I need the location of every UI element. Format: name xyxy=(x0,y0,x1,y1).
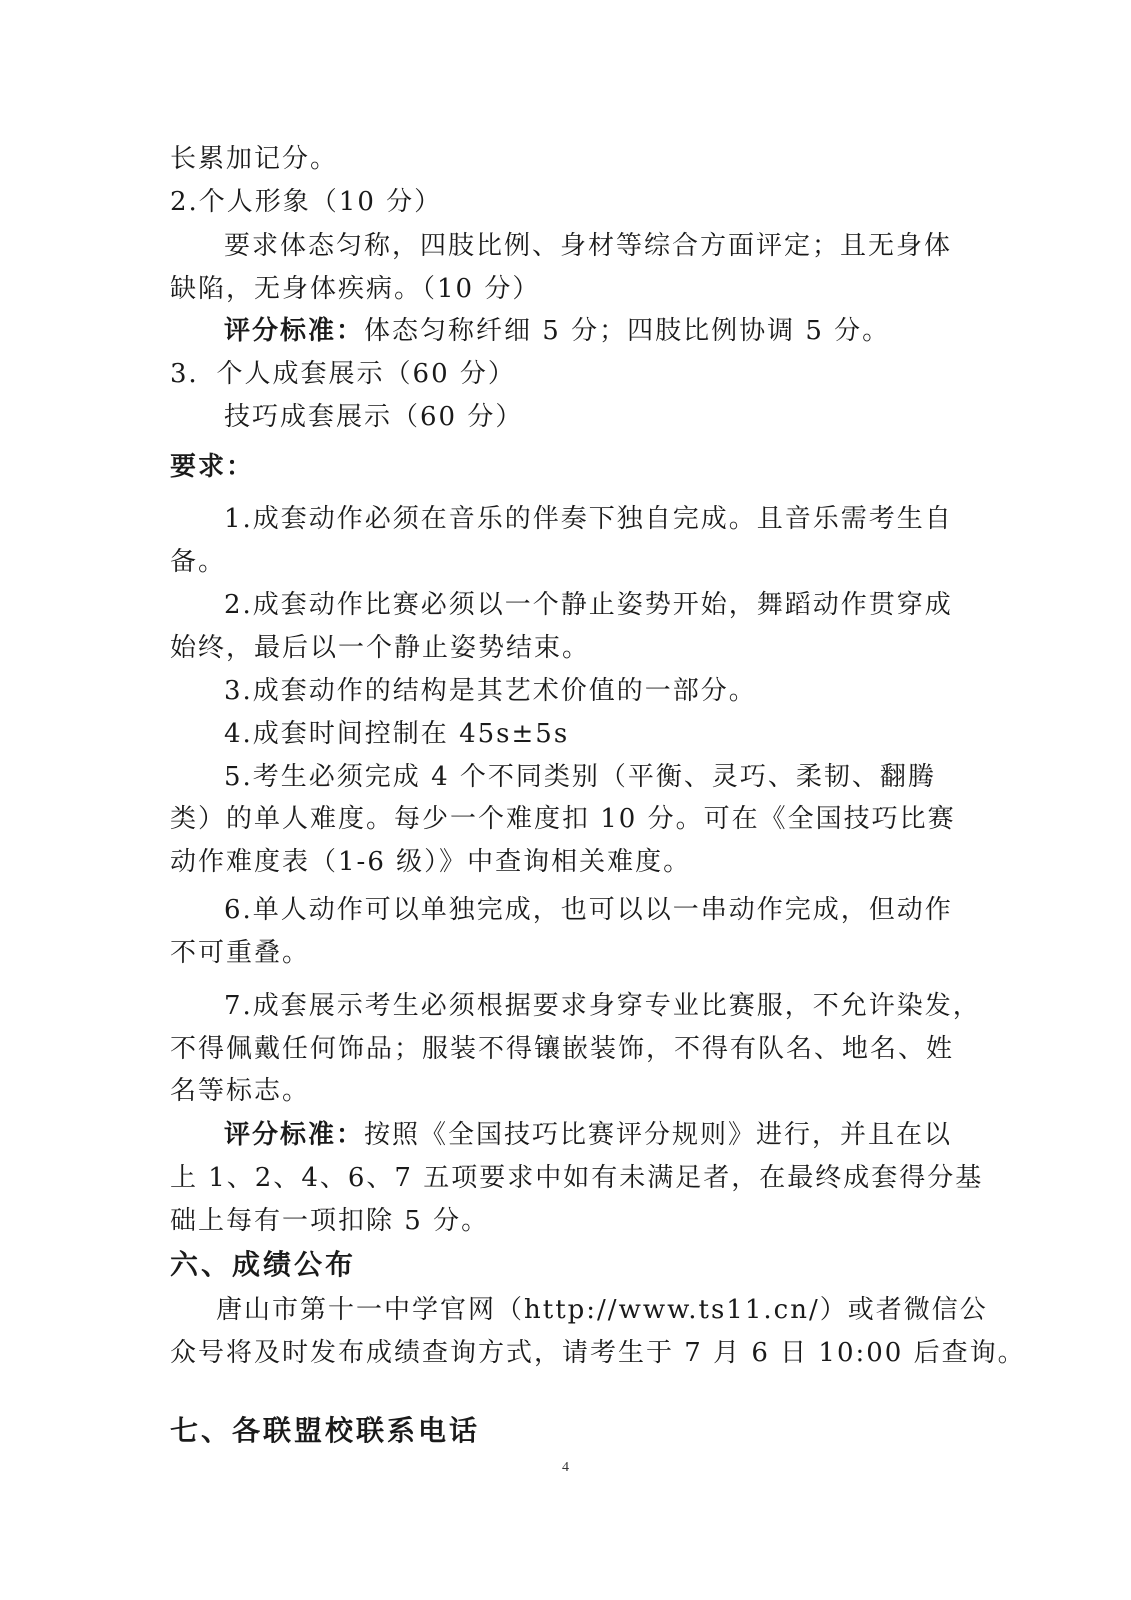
scoring-label: 评分标准： xyxy=(224,1120,365,1150)
requirement-item: 2.成套动作比赛必须以一个静止姿势开始，舞蹈动作贯穿成 xyxy=(224,590,953,620)
text-line: 备。 xyxy=(170,547,227,577)
requirement-item: 7.成套展示考生必须根据要求身穿专业比赛服，不允许染发， xyxy=(224,991,981,1021)
scoring-label: 评分标准： xyxy=(224,316,365,346)
text-line: 始终，最后以一个静止姿势结束。 xyxy=(170,633,591,663)
text-line: 缺陷，无身体疾病。（10 分） xyxy=(170,274,541,304)
text-line: 名等标志。 xyxy=(170,1076,311,1106)
scoring-text: 按照《全国技巧比赛评分规则》进行，并且在以 xyxy=(364,1120,953,1150)
requirement-item: 4.成套时间控制在 45s±5s xyxy=(224,719,570,749)
text-line: 长累加记分。 xyxy=(170,144,339,174)
text-line: 唐山市第十一中学官网（http://www.ts11.cn/）或者微信公 xyxy=(216,1295,988,1325)
section-item-personal-image: 2.个人形象（10 分） xyxy=(170,187,443,217)
text-line: 不可重叠。 xyxy=(170,938,311,968)
section-item-routine: 3．个人成套展示（60 分） xyxy=(170,359,516,389)
text-line: 动作难度表（1-6 级）》中查询相关难度。 xyxy=(170,847,692,877)
scoring-criteria-line xyxy=(224,314,970,348)
requirement-item: 6.单人动作可以单独完成，也可以以一串动作完成，但动作 xyxy=(224,895,953,925)
section-heading-contacts: 七、各联盟校联系电话 xyxy=(170,1414,481,1447)
requirements-heading: 要求： xyxy=(170,452,255,482)
section-heading-results: 六、成绩公布 xyxy=(170,1248,357,1281)
requirement-item: 5.考生必须完成 4 个不同类别（平衡、灵巧、柔韧、翻腾 xyxy=(224,762,936,792)
scoring-text: 体态匀称纤细 5 分；四肢比例协调 5 分。 xyxy=(364,316,891,346)
text-line: 技巧成套展示（60 分） xyxy=(224,402,524,432)
text-line: 不得佩戴任何饰品；服装不得镶嵌装饰，不得有队名、地名、姓 xyxy=(170,1034,955,1064)
text-line: 众号将及时发布成绩查询方式，请考生于 7 月 6 日 10:00 后查询。 xyxy=(170,1338,1026,1368)
text-line: 类）的单人难度。每少一个难度扣 10 分。可在《全国技巧比赛 xyxy=(170,804,956,834)
scoring-criteria-line xyxy=(224,1118,970,1152)
text-line: 上 1、2、4、6、7 五项要求中如有未满足者，在最终成套得分基 xyxy=(170,1163,984,1193)
text-line: 要求体态匀称，四肢比例、身材等综合方面评定；且无身体 xyxy=(224,231,953,261)
requirement-item: 3.成套动作的结构是其艺术价值的一部分。 xyxy=(224,676,757,706)
requirement-item: 1.成套动作必须在音乐的伴奏下独自完成。且音乐需考生自 xyxy=(224,504,953,534)
text-line: 础上每有一项扣除 5 分。 xyxy=(170,1206,490,1236)
page-number: 4 xyxy=(562,1460,569,1475)
